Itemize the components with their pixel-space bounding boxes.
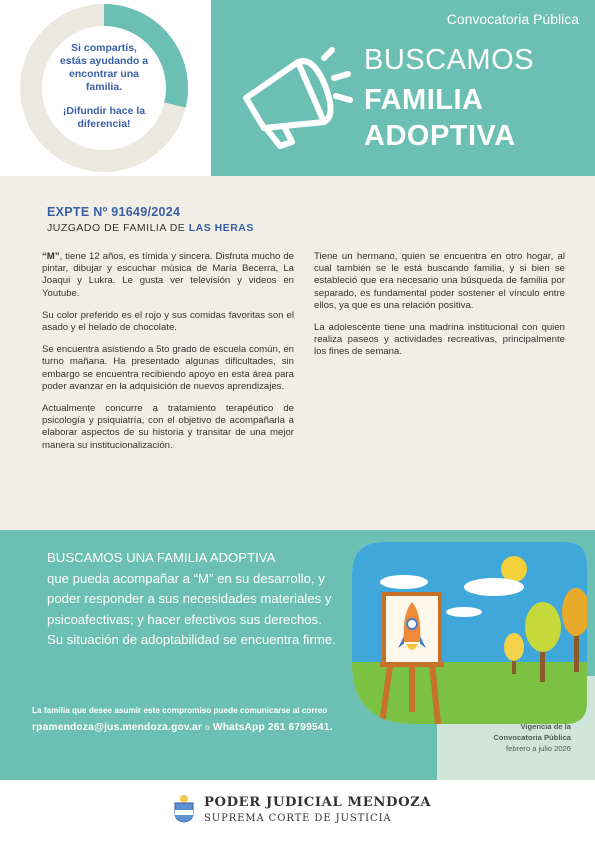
court-prefix: JUZGADO DE FAMILIA DE bbox=[47, 222, 186, 234]
validity-info bbox=[491, 721, 571, 754]
child-initial: “M” bbox=[42, 251, 60, 262]
paragraph-text: , tiene 12 años, es tímida y sincera. Disfruta mucho de pintar, dibujar y escuchar música de María Becerra, La Joaqui y Lukra. Le gusta ver televisión y videos en Youtube. bbox=[42, 251, 294, 299]
title-line-1: BUSCAMOS bbox=[364, 44, 534, 76]
contact-connector: o bbox=[205, 723, 210, 732]
court-place: LAS HERAS bbox=[188, 222, 254, 234]
appeal-heading: BUSCAMOS UNA FAMILIA ADOPTIVA bbox=[47, 550, 276, 565]
footer bbox=[0, 780, 595, 842]
organization-subtitle: SUPREMA CORTE DE JUSTICIA bbox=[204, 813, 392, 824]
paragraph: Tiene un hermano, quien se encuentra en otro hogar, al cual también se le está buscando familia, y si bien se estableció que era necesario una búsqueda de familia por separado, es fundamental poder sostener el vínculo entre ellos, ya que es una relación positiva. bbox=[314, 251, 565, 311]
validity-label-2: Convocatoria Pública bbox=[493, 733, 571, 742]
coat-of-arms-icon bbox=[172, 793, 196, 823]
paragraph bbox=[42, 251, 294, 300]
validity-dates: febrero a julio 2026 bbox=[505, 744, 571, 753]
email-link[interactable]: rpamendoza@jus.mendoza.gov.ar bbox=[32, 722, 203, 733]
paragraph: Su color preferido es el rojo y sus comidas favoritas son el asado y el helado de chocolate. bbox=[42, 309, 294, 334]
appeal-text: que pueda acompañar a “M” en su desarrollo, y poder responder a sus necesidades materiales y psicoafectivas; y hacer efectivos sus derechos. Su situación de adoptabilidad se encuentra firme. bbox=[47, 571, 336, 648]
description-right-column bbox=[314, 251, 565, 369]
title-line-2: FAMILIA bbox=[364, 84, 484, 116]
validity-label-1: Vigencia de la bbox=[520, 722, 571, 731]
title-line-3: ADOPTIVA bbox=[364, 120, 516, 152]
share-line-1: Si compartís, estás ayudando a encontrar una familia. bbox=[59, 42, 149, 93]
paragraph: Se encuentra asistiendo a 5to grado de escuela común, en turno mañana. Ha presentado algunas dificultades, sin embargo se encuentra recibiendo apoyo en esta área para poder avanzar en la adquisición de nuevos aprendizajes. bbox=[42, 344, 294, 392]
contact-details bbox=[32, 722, 333, 733]
contact-intro: La familia que desee asumir este compromiso puede comunicarse al correo bbox=[32, 706, 328, 715]
case-number: EXPTE Nº 91649/2024 bbox=[47, 205, 181, 219]
organization-name: PODER JUDICIAL MENDOZA bbox=[204, 795, 432, 810]
convocatoria-title: Convocatoria Pública bbox=[446, 11, 579, 27]
share-message bbox=[58, 42, 150, 131]
paragraph: Actualmente concurre a tratamiento terapéutico de psicología y psiquiatría, con el objetivo de acompañarla a elaborar aspectos de su historia y transitar de una mejor manera su institucionalización. bbox=[42, 403, 294, 451]
paragraph: La adolescente tiene una madrina institucional con quien realiza paseos y actividades recreativas, principalmente los fines de semana. bbox=[314, 322, 565, 358]
whatsapp-link[interactable]: WhatsApp 261 6799541. bbox=[212, 722, 333, 733]
easel-illustration bbox=[344, 532, 595, 732]
court-name bbox=[47, 222, 254, 234]
description-left-column bbox=[42, 251, 294, 462]
share-line-2: ¡Difundir hace la diferencia! bbox=[62, 105, 146, 130]
megaphone-icon bbox=[236, 46, 366, 156]
